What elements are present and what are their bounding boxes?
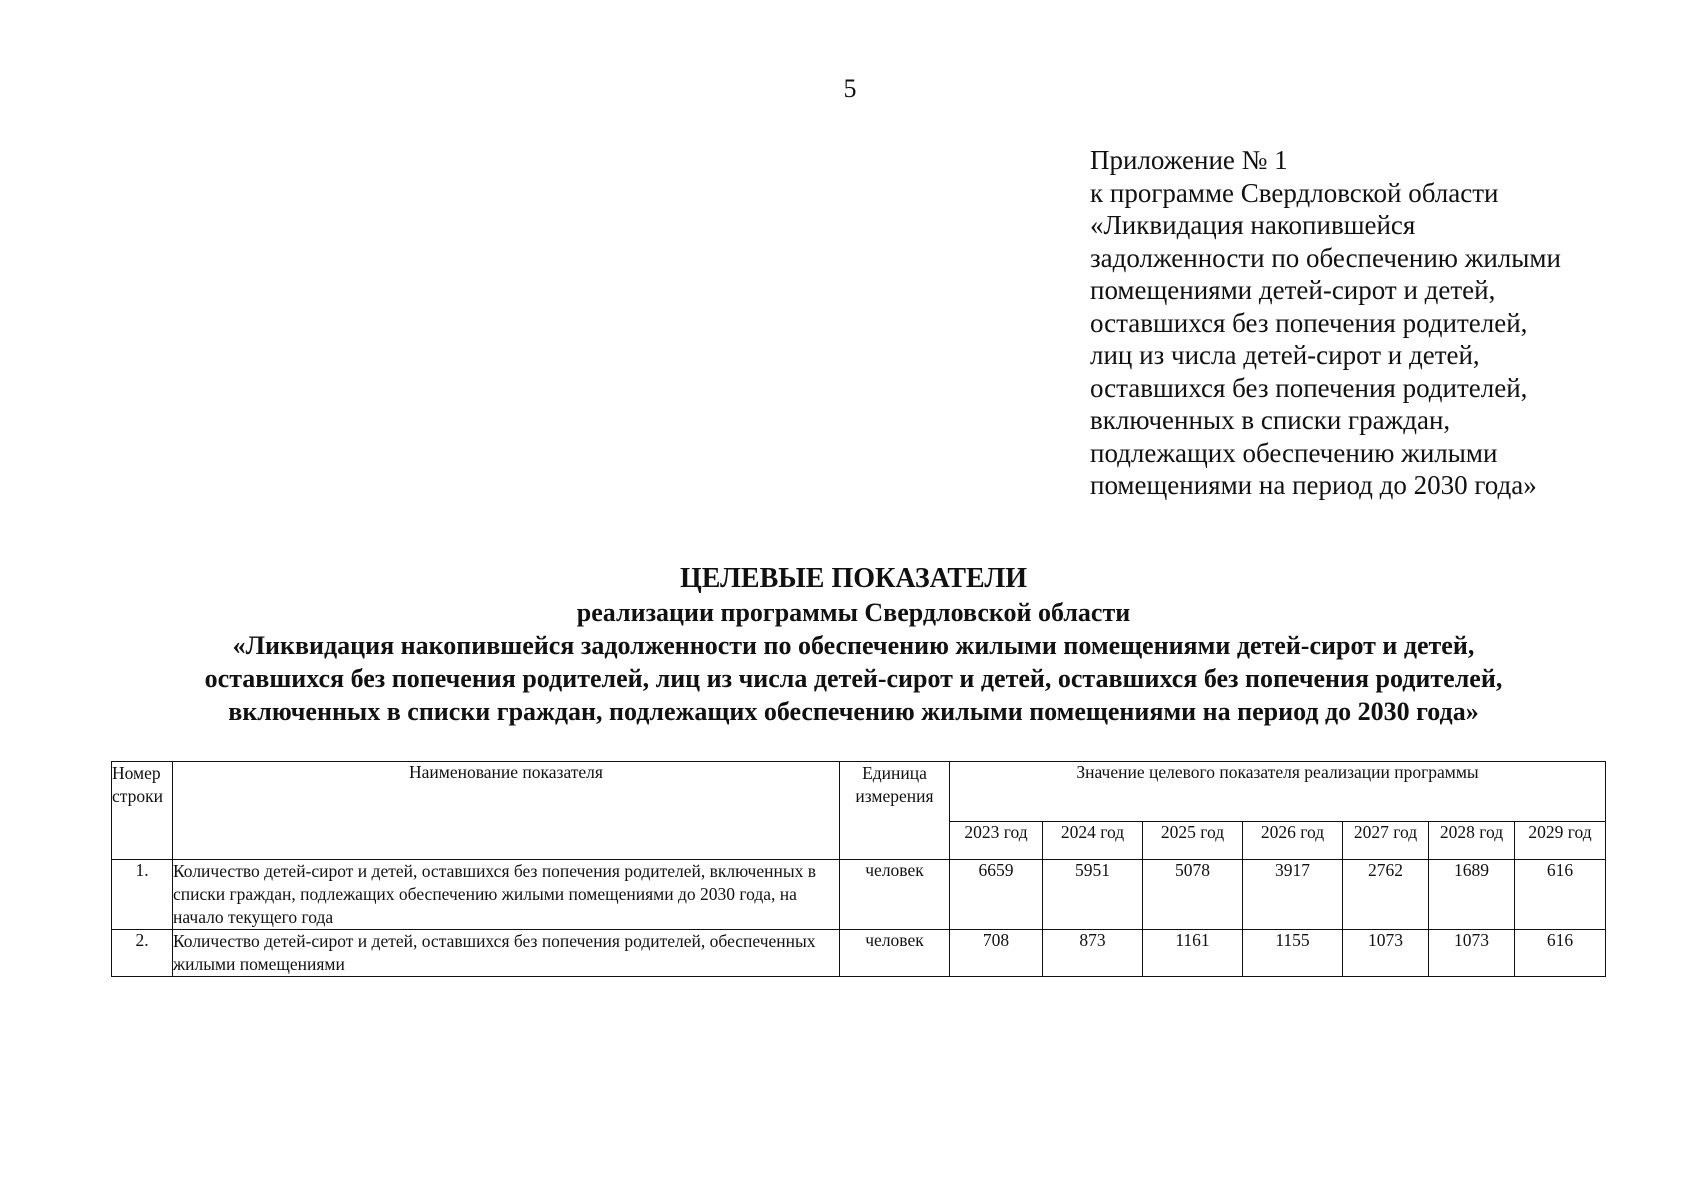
indicators-table: [111, 761, 1606, 977]
table-row: [112, 860, 1606, 930]
value-cell: 6659: [950, 860, 1043, 930]
header-year: 2023 год: [950, 822, 1043, 860]
value-cell: 616: [1515, 860, 1606, 930]
value-cell: 1073: [1429, 930, 1515, 977]
header-year: 2028 год: [1429, 822, 1515, 860]
row-number-cell: 1.: [112, 860, 173, 930]
header-name: Наименование показателя: [173, 762, 840, 860]
header-unit: Единица измерения: [840, 762, 950, 860]
appendix-line: оставшихся без попечения родителей,: [1090, 307, 1528, 338]
appendix-line: помещениями на период до 2030 года»: [1090, 470, 1537, 500]
heading-line: «Ликвидация накопившейся задолженности по обеспечению жилыми помещениями детей-сирот и детей,: [232, 631, 1475, 660]
value-cell: 1689: [1429, 860, 1515, 930]
header-row-number: Номер строки: [112, 762, 173, 860]
value-cell: 873: [1043, 930, 1143, 977]
value-cell: 5951: [1043, 860, 1143, 930]
value-cell: 3917: [1243, 860, 1343, 930]
indicator-name-cell: Количество детей-сирот и детей, оставшихся без попечения родителей, включенных в списки граждан, подлежащих обеспечению жилыми помещениями до 2030 года, на начало текущего года: [173, 860, 840, 930]
value-cell: 1073: [1343, 930, 1429, 977]
value-cell: 1155: [1243, 930, 1343, 977]
unit-cell: человек: [840, 930, 950, 977]
table-header-row: [112, 762, 1606, 822]
page-number: 5: [843, 74, 857, 103]
row-number-cell: 2.: [112, 930, 173, 977]
appendix-line: «Ликвидация накопившейся: [1090, 210, 1416, 240]
value-cell: 2762: [1343, 860, 1429, 930]
appendix-line: к программе Свердловской области: [1090, 177, 1499, 208]
appendix-line: задолженности по обеспечению жилыми: [1090, 242, 1561, 273]
value-cell: 708: [950, 930, 1043, 977]
header-year: 2027 год: [1343, 822, 1429, 860]
appendix-line: включенных в списки граждан,: [1090, 405, 1451, 435]
appendix-line: оставшихся без попечения родителей,: [1090, 372, 1528, 403]
appendix-line: Приложение № 1: [1090, 145, 1288, 175]
header-year: 2026 год: [1243, 822, 1343, 860]
document-title: ЦЕЛЕВЫЕ ПОКАЗАТЕЛИ: [679, 563, 1028, 594]
value-cell: 616: [1515, 930, 1606, 977]
document-heading: [0, 562, 1707, 728]
appendix-line: подлежащих обеспечению жилыми: [1090, 437, 1498, 468]
heading-line: оставшихся без попечения родителей, лиц из числа детей-сирот и детей, оставшихся без попечения родителей,: [204, 664, 1503, 693]
value-cell: 1161: [1143, 930, 1243, 977]
heading-line: включенных в списки граждан, подлежащих обеспечению жилыми помещениями на период до 2030 года»: [228, 697, 1479, 726]
header-year: 2024 год: [1043, 822, 1143, 860]
heading-line: реализации программы Свердловской области: [576, 598, 1131, 627]
header-year: 2029 год: [1515, 822, 1606, 860]
indicator-name-cell: Количество детей-сирот и детей, оставшихся без попечения родителей, обеспеченных жилыми помещениями: [173, 930, 840, 977]
unit-cell: человек: [840, 860, 950, 930]
header-values-group: Значение целевого показателя реализации программы: [950, 762, 1606, 822]
table-row: [112, 930, 1606, 977]
value-cell: 5078: [1143, 860, 1243, 930]
appendix-note: [1090, 144, 1650, 502]
appendix-line: лиц из числа детей-сирот и детей,: [1090, 340, 1480, 370]
appendix-line: помещениями детей-сирот и детей,: [1090, 275, 1496, 305]
header-year: 2025 год: [1143, 822, 1243, 860]
